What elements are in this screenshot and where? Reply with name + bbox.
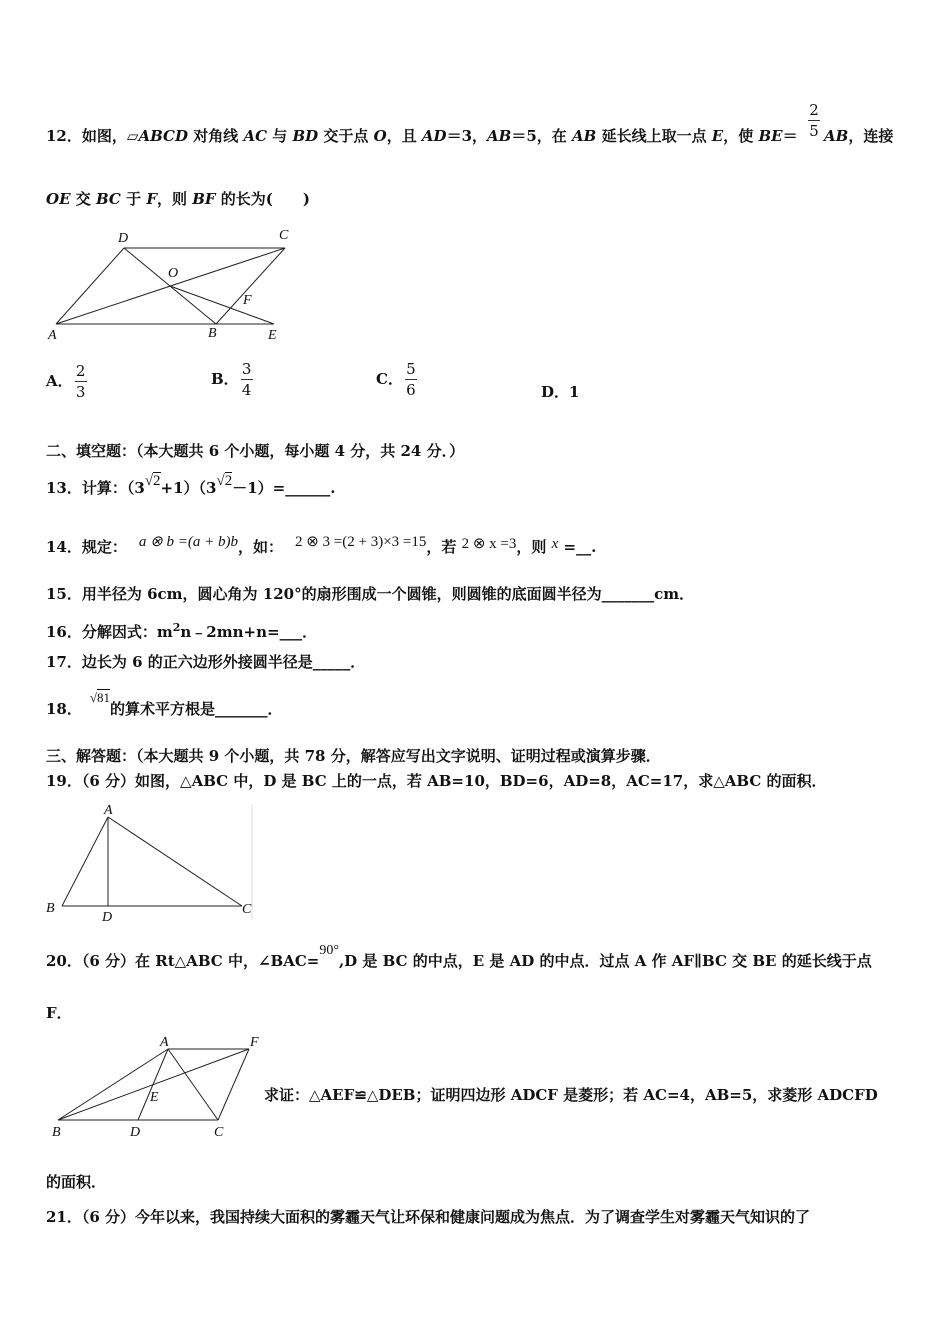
q12-label-A: A [48,328,57,343]
q20-label-B: B [52,1125,61,1140]
q19-label-B: B [46,901,55,916]
parallelogram-icon: ▱ [126,127,139,145]
q19-label-C: C [242,902,252,917]
q21: 21．（6 分）今年以来，我国持续大面积的雾霾天气让环保和健康问题成为焦点．为了调查学生对雾霾天气知识的了 [46,1208,811,1226]
q20-label-C: C [214,1125,224,1140]
sqrt-icon: √2 [144,473,161,489]
q15: 15．用半径为 6cm，圆心角为 120°的扇形围成一个圆锥，则圆锥的底面圆半径为_______cm． [46,585,695,603]
q18: 18．√81的算术平方根是_______． [46,690,283,718]
q12-option-c[interactable]: C． $\frac{5}{6}$ [376,359,416,399]
q20-line1: 20．（6 分）在 Rt△ABC 中，∠BAC=90°,D 是 BC 的中点，E 是 AD 的中点．过点 A 作 AF∥BC 交 BE 的延长线于点 [46,943,872,970]
q20-label-E: E [150,1090,159,1105]
q12-option-a[interactable]: A． $\frac{2}{3}$ [46,361,86,401]
q16: 16．分解因式：$m^2n﹣2mn+n=\_\_\_$． [46,621,318,641]
q14: 14．规定： a ⊗ b =(a + b)b，如： 2 ⊗ 3 =(2 + 3)×3 =15，若 2 ⊗ x =3，则 x =__. [46,534,597,556]
q20-figure [44,1034,266,1148]
q19: 19．（6 分）如图，△ABC 中，D 是 BC 上的一点，若 AB=10，BD=6，AD=8，AC=17，求△ABC 的面积． [46,772,827,790]
q12-label-B: B [208,326,217,341]
q19-figure [42,802,262,928]
q12-label-O: O [168,266,179,281]
q20-line2: F． [46,1004,72,1022]
q17: 17．边长为 6 的正六边形外接圆半径是_____． [46,653,366,671]
q20-label-D: D [130,1125,141,1140]
q20-line4: 的面积． [46,1173,107,1191]
q20-label-F: F [250,1035,259,1050]
q20-side-text: 求证：△AEF≌△DEB；证明四边形 ADCF 是菱形；若 AC=4，AB=5，求菱形 ADCFD [264,1086,878,1104]
section3-title: 三、解答题：（本大题共 9 个小题，共 78 分，解答应写出文字说明、证明过程或演算步骤． [46,747,661,765]
q12-line1-tail: AB，连接 [824,127,894,145]
sqrt-icon: √2 [216,473,233,489]
sqrt-icon: √81 [89,690,111,705]
q13: 13．计算：（3√2+1）（3√2－1）=______. [46,473,336,497]
q12-label-E: E [268,328,277,343]
q12-label-C: C [279,228,289,243]
section2-title: 二、填空题：（本大题共 6 个小题，每小题 4 分，共 24 分．） [46,442,465,460]
q12-option-d[interactable]: D．1 [541,383,580,401]
q12-option-b[interactable]: B． $\frac{3}{4}$ [211,359,252,399]
q12-number: 12． [46,127,82,145]
q19-label-A: A [104,803,113,818]
q12-label-F: F [243,293,252,308]
q12-line2: OE 交 BC 于 F，则 BF 的长为( ) [46,190,310,208]
q19-label-D: D [102,910,113,924]
q12-line1: 12．如图，▱ABCD 对角线 AC 与 BD 交于点 O，且 AD＝3，AB＝5，在 AB 延长线上取一点 E，使 BE＝ [46,127,798,145]
q20-label-A: A [160,1035,169,1050]
q12-fraction: 2 5 [809,101,819,140]
q12-label-D: D [118,231,129,246]
q12-figure [44,222,304,351]
